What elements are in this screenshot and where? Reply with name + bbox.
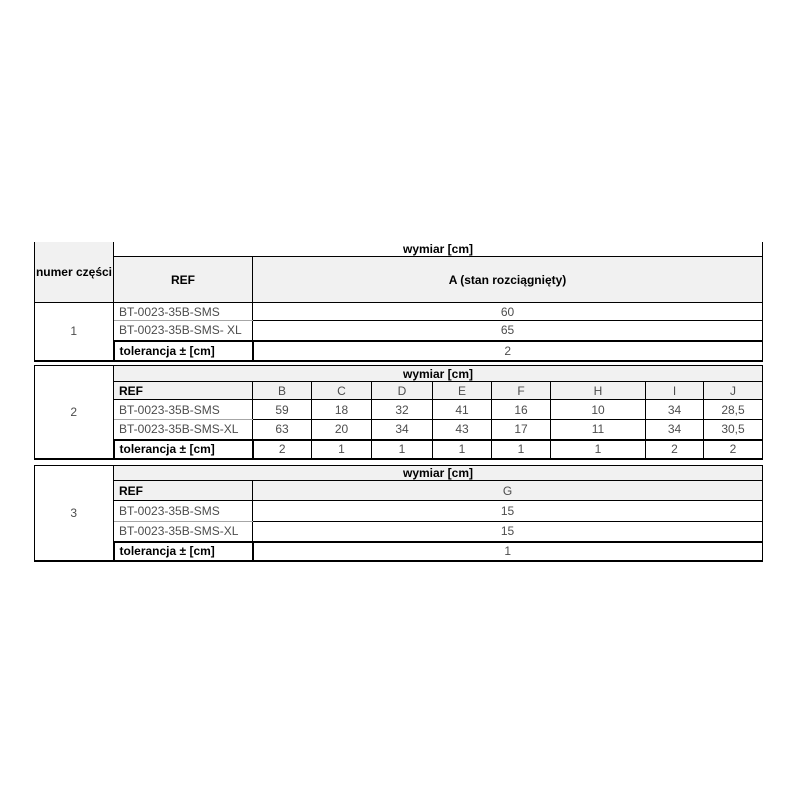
- tolerance-value-cell: 1: [253, 542, 763, 561]
- measurement-column-header: D: [372, 382, 433, 400]
- value-cell: 34: [646, 400, 704, 420]
- value-cell: 34: [372, 420, 433, 440]
- part-number-column-header: numer części: [35, 242, 114, 303]
- tolerance-value-cell: 1: [312, 440, 372, 459]
- measurement-column-header: G: [253, 481, 763, 501]
- value-cell: 28,5: [704, 400, 763, 420]
- measurement-column-header: I: [646, 382, 704, 400]
- value-cell: 32: [372, 400, 433, 420]
- size-table-part-3: [34, 465, 763, 562]
- size-table-part-2: [34, 365, 763, 460]
- tolerance-value-cell: 1: [492, 440, 551, 459]
- value-cell: 11: [551, 420, 646, 440]
- value-cell: 63: [253, 420, 312, 440]
- tolerance-label-cell: tolerancja ± [cm]: [114, 341, 253, 361]
- part-number-cell: 3: [35, 466, 114, 561]
- dimension-unit-header: wymiar [cm]: [114, 366, 763, 382]
- value-cell: 30,5: [704, 420, 763, 440]
- measurement-column-header: C: [312, 382, 372, 400]
- measurement-column-header: H: [551, 382, 646, 400]
- ref-cell: BT-0023-35B-SMS: [114, 303, 253, 321]
- ref-column-header: REF: [114, 382, 253, 400]
- tolerance-value-cell: 2: [646, 440, 704, 459]
- ref-cell: BT-0023-35B-SMS: [114, 501, 253, 522]
- ref-cell: BT-0023-35B-SMS: [114, 400, 253, 420]
- value-cell: 15: [253, 522, 763, 542]
- tolerance-value-cell: 1: [551, 440, 646, 459]
- value-cell: 17: [492, 420, 551, 440]
- part-number-cell: 2: [35, 366, 114, 459]
- measurement-column-header: F: [492, 382, 551, 400]
- value-cell: 59: [253, 400, 312, 420]
- value-cell: 43: [433, 420, 492, 440]
- value-cell: 34: [646, 420, 704, 440]
- dimension-unit-header: wymiar [cm]: [114, 242, 763, 257]
- part-number-cell: 1: [35, 303, 114, 361]
- tolerance-value-cell: 1: [372, 440, 433, 459]
- dimension-unit-header: wymiar [cm]: [114, 466, 763, 481]
- value-cell: 18: [312, 400, 372, 420]
- value-cell: 15: [253, 501, 763, 522]
- value-cell: 60: [253, 303, 763, 321]
- value-cell: 16: [492, 400, 551, 420]
- value-cell: 65: [253, 321, 763, 341]
- tolerance-label-cell: tolerancja ± [cm]: [114, 440, 253, 459]
- tolerance-value-cell: 2: [253, 341, 763, 361]
- tolerance-label-cell: tolerancja ± [cm]: [114, 542, 253, 561]
- value-cell: 41: [433, 400, 492, 420]
- ref-cell: BT-0023-35B-SMS-XL: [114, 420, 253, 440]
- measurement-column-header: A (stan rozciągnięty): [253, 257, 763, 303]
- ref-column-header: REF: [114, 481, 253, 501]
- tolerance-value-cell: 1: [433, 440, 492, 459]
- value-cell: 20: [312, 420, 372, 440]
- tolerance-value-cell: 2: [253, 440, 312, 459]
- measurement-column-header: E: [433, 382, 492, 400]
- ref-cell: BT-0023-35B-SMS- XL: [114, 321, 253, 341]
- value-cell: 10: [551, 400, 646, 420]
- size-table-part-1: [34, 242, 763, 362]
- measurement-column-header: B: [253, 382, 312, 400]
- tolerance-value-cell: 2: [704, 440, 763, 459]
- ref-cell: BT-0023-35B-SMS-XL: [114, 522, 253, 542]
- ref-column-header: REF: [114, 257, 253, 303]
- measurement-column-header: J: [704, 382, 763, 400]
